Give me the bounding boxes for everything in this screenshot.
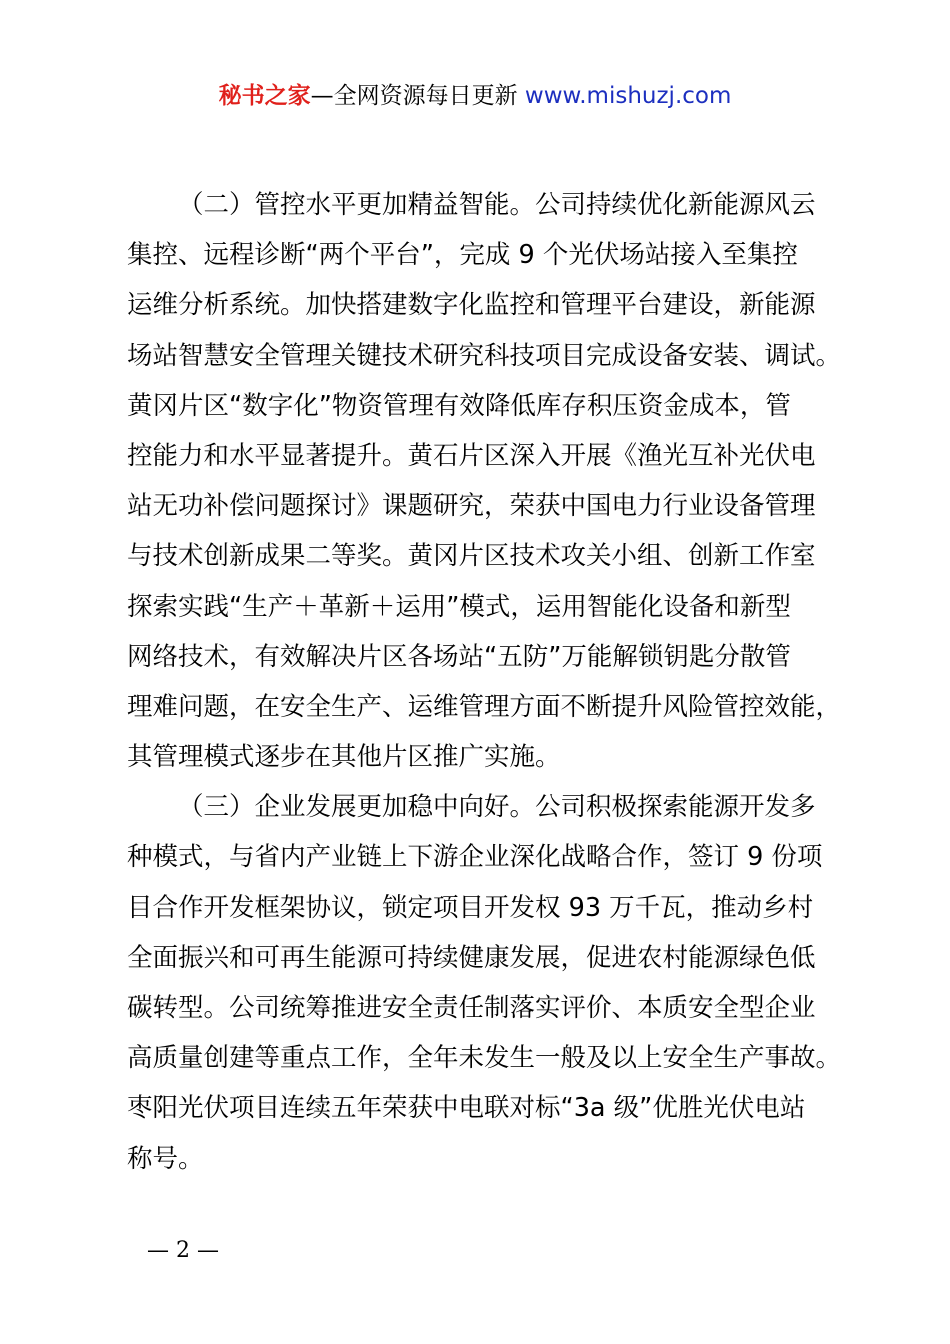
page-number: — 2 — [147, 1238, 219, 1263]
text-line: 种模式，与省内产业链上下游企业深化战略合作，签订 9 份项 [127, 842, 823, 873]
text-line: 场站智慧安全管理关键技术研究科技项目完成设备安装、调试。 [127, 340, 842, 371]
text-line: 站无功补偿问题探讨》课题研究，荣获中国电力行业设备管理 [127, 491, 816, 522]
text-line: 运维分析系统。加快搭建数字化监控和管理平台建设，新能源 [127, 290, 816, 321]
site-url-link[interactable]: www.mishuzj.com [524, 83, 732, 109]
text-line: 网络技术，有效解决片区各场站“五防”万能解锁钥匙分散管 [127, 641, 791, 672]
text-line: 称号。 [127, 1143, 204, 1174]
text-line: 探索实践“生产＋革新＋运用”模式，运用智能化设备和新型 [127, 591, 791, 622]
text-line: 高质量创建等重点工作，全年未发生一般及以上安全生产事故。 [127, 1043, 842, 1074]
paragraph-3 [127, 782, 843, 1184]
text-line: 全面振兴和可再生能源可持续健康发展，促进农村能源绿色低 [127, 942, 816, 973]
text-line: 理难问题，在安全生产、运维管理方面不断提升风险管控效能， [127, 691, 842, 722]
text-line: （二）管控水平更加精益智能。公司持续优化新能源风云 [178, 190, 816, 220]
text-line: 与技术创新成果二等奖。黄冈片区技术攻关小组、创新工作室 [127, 541, 816, 572]
document-body [127, 180, 843, 1184]
text-line: （三）企业发展更加稳中向好。公司积极探索能源开发多 [178, 792, 816, 823]
text-line: 其管理模式逐步在其他片区推广实施。 [127, 742, 561, 773]
paragraph-2 [127, 180, 843, 782]
text-line: 目合作开发框架协议，锁定项目开发权 93 万千瓦，推动乡村 [127, 892, 814, 923]
text-line: 控能力和水平显著提升。黄石片区深入开展《渔光互补光伏电 [127, 440, 816, 471]
text-line: 碳转型。公司统筹推进安全责任制落实评价、本质安全型企业 [127, 993, 816, 1023]
text-line: 集控、远程诊断“两个平台”，完成 9 个光伏场站接入至集控 [127, 240, 798, 271]
site-brand-name: 秘书之家 [218, 83, 311, 109]
site-slogan: —全网资源每日更新 [310, 83, 525, 109]
text-line: 黄冈片区“数字化”物资管理有效降低库存积压资金成本，管 [127, 390, 791, 421]
text-line: 枣阳光伏项目连续五年荣获中电联对标“3a 级”优胜光伏电站 [127, 1093, 806, 1124]
site-header-banner [0, 80, 950, 112]
